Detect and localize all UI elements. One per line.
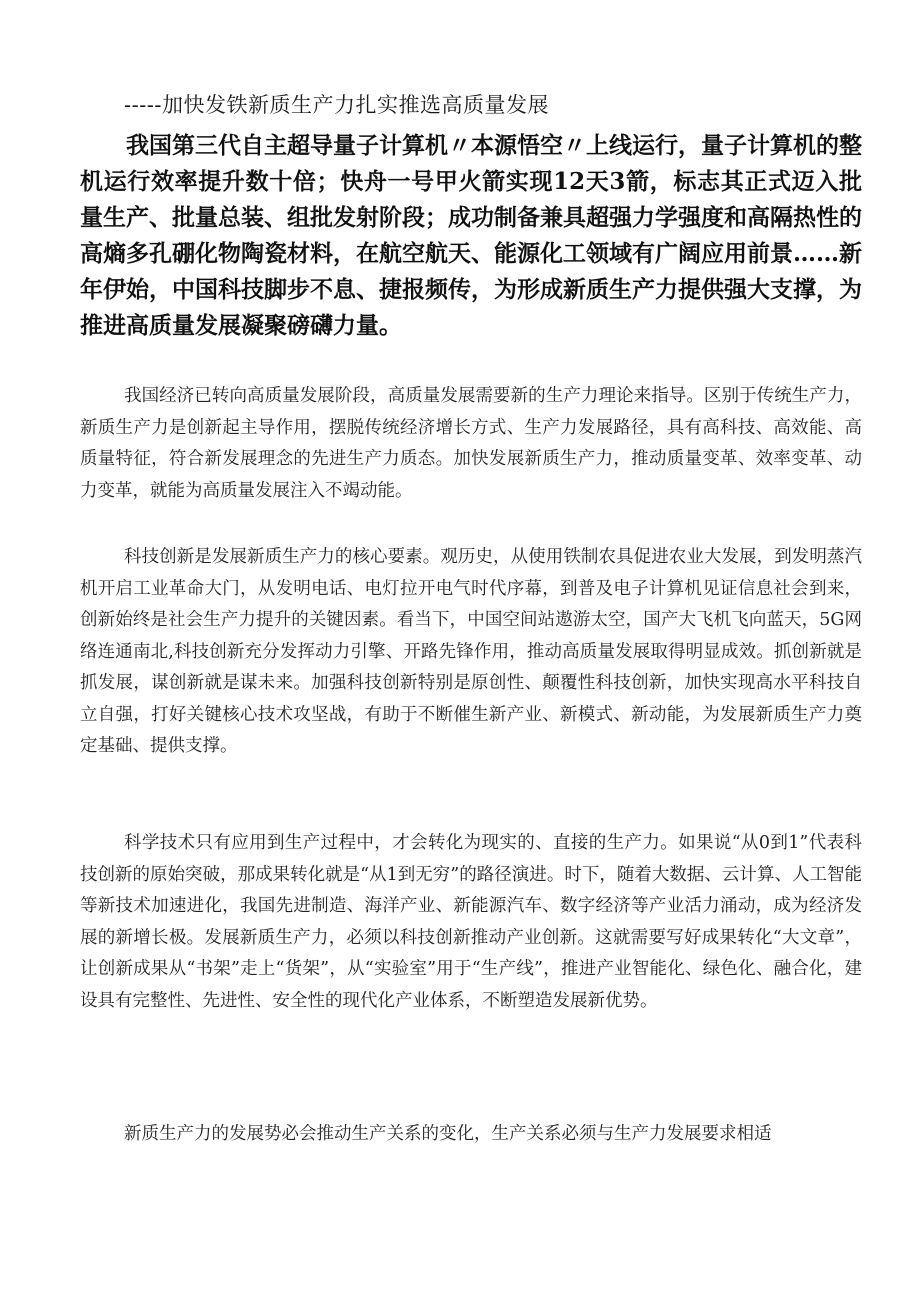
body-paragraph-1: 我国经济已转向高质量发展阶段，高质量发展需要新的生产力理论来指导。区别于传统生产力，新质生产力是创新起主导作用，摆脱传统经济增长方式、生产力发展路径，具有高科技、高效能、高质量特征，符合新发展理念的先进生产力质态。加快发展新质生产力，推动质量变革、效率变革、动力变革，就能为高质量发展注入不竭动能。 — [80, 386, 862, 501]
lead-paragraph: 我国第三代自主超导量子计算机〃本源悟空〃上线运行，量子计算机的整机运行效率提升数十倍；快舟一号甲火箭实现12天3箭，标志其正式迈入批量生产、批量总装、组批发射阶段；成功制备兼具超强力学强度和高隔热性的高熵多孔硼化物陶瓷材料，在航空航天、能源化工领域有广阔应用前景……新年伊始，中国科技脚步不息、捷报频传，为形成新质生产力提供强大支撑，为推进高质量发展凝聚磅礴力量。 — [80, 132, 862, 339]
body-paragraph-3: 科学技术只有应用到生产过程中，才会转化为现实的、直接的生产力。如果说“从0到1”代表科技创新的原始突破，那成果转化就是“从1到无穷”的路径演进。时下，随着大数据、云计算、人工智能等新技术加速进化，我国先进制造、海洋产业、新能源汽车、数字经济等产业活力涌动，成为经济发展的新增长极。发展新质生产力，必须以科技创新推动产业创新。这就需要写好成果转化“大文章”，让创新成果从“书架”走上“货架”，从“实验室”用于“生产线”，推进产业智能化、绿色化、融合化，建设具有完整性、先进性、安全性的现代化产业体系，不断塑造发展新优势。 — [80, 833, 862, 1011]
body-paragraph-4: 新质生产力的发展势必会推动生产关系的变化，生产关系必须与生产力发展要求相适 — [124, 1124, 772, 1144]
body-paragraph-2: 科技创新是发展新质生产力的核心要素。观历史，从使用铁制农具促进农业大发展，到发明蒸汽机开启工业革命大门，从发明电话、电灯拉开电气时代序幕，到普及电子计算机见证信息社会到来，创新始终是社会生产力提升的关键因素。看当下，中国空间站遨游太空，国产大飞机飞向蓝天，5G网络连通南北,科技创新充分发挥动力引擎、开路先锋作用，推动高质量发展取得明显成效。抓创新就是抓发展，谋创新就是谋未来。加强科技创新特别是原创性、颠覆性科技创新，加快实现高水平科技自立自强，打好关键核心技术攻坚战，有助于不断催生新产业、新模式、新动能，为发展新质生产力奠定基础、提供支撑。 — [80, 547, 862, 756]
document-subtitle: -----加快发铁新质生产力扎实推选高质量发展 — [124, 93, 549, 117]
